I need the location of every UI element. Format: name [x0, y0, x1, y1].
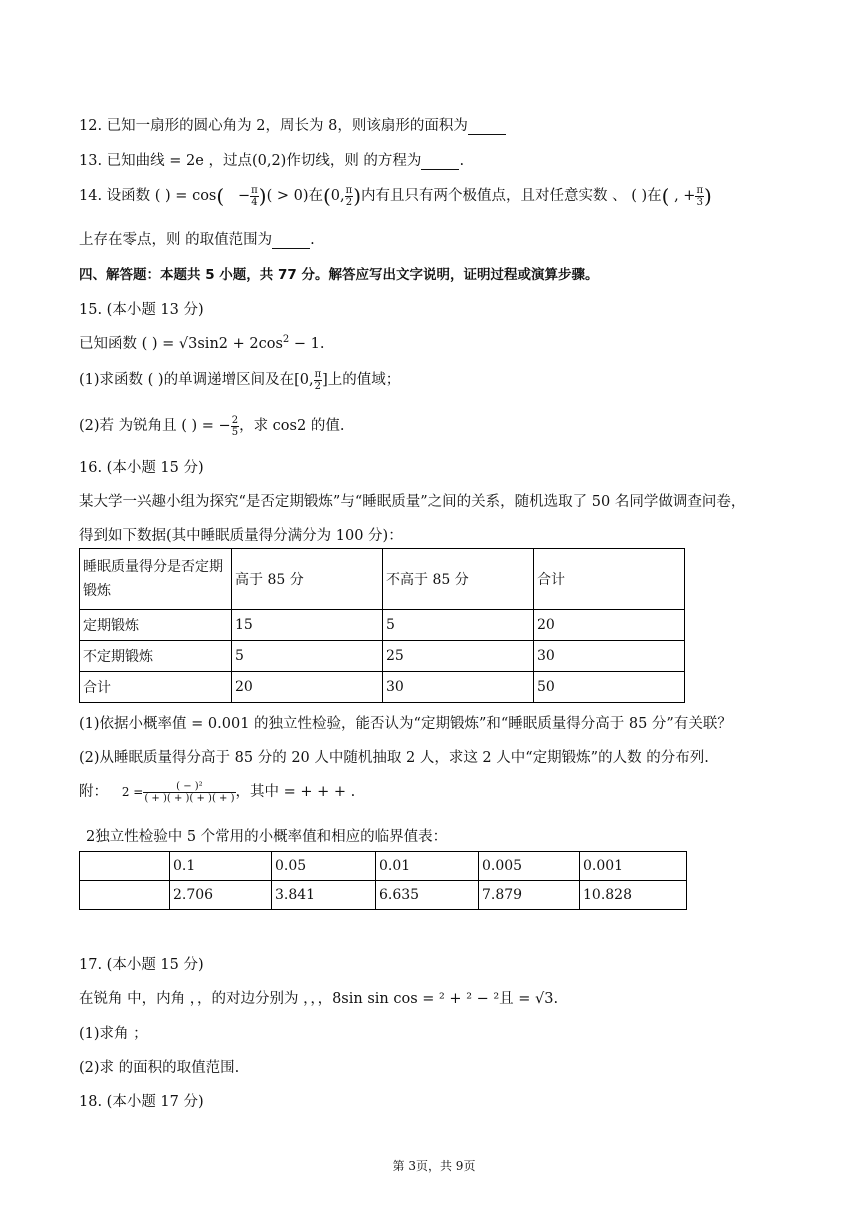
- page-footer: 第 3页，共 9页: [392, 1159, 476, 1173]
- q17-head: 17. (本小题 15 分): [79, 957, 204, 973]
- table-cell: 30: [383, 672, 534, 703]
- q16-part2: (2)从睡眠质量得分高于 85 分的 20 人中随机抽取 2 人，求这 2 人中“定期锻炼”的人数 的分布列.: [79, 750, 709, 766]
- paren-left: (: [661, 184, 670, 208]
- table-cell: 定期锻炼: [80, 610, 232, 641]
- q14-text-e: 内有且只有两个极值点，且对任意实数 、 ( )在: [361, 188, 662, 204]
- paren-right: ): [353, 184, 362, 208]
- q12-answer-blank: [468, 118, 506, 135]
- q13-answer-blank: [421, 153, 459, 170]
- table-cell: 7.879: [479, 881, 580, 910]
- q17-part2: (2)求 的面积的取值范围.: [79, 1060, 240, 1076]
- paren-right: ): [258, 184, 267, 208]
- table-cell: 50: [534, 672, 685, 703]
- q14-text-f: , +: [669, 188, 696, 204]
- q13-end: .: [459, 153, 465, 169]
- table-row: [80, 672, 685, 703]
- table-cell: 不高于 85 分: [383, 549, 534, 610]
- paren-left: (: [322, 184, 331, 208]
- table-cell: 0.05: [272, 852, 376, 881]
- q16-head: 16. (本小题 15 分): [79, 460, 204, 476]
- critical-value-table: [79, 851, 687, 910]
- survey-table: [79, 548, 685, 703]
- table-cell: 0.005: [479, 852, 580, 881]
- table-cell: 20: [232, 672, 383, 703]
- chi-square-eq: 2 =: [121, 785, 144, 799]
- q14-line2: 上存在零点，则 的取值范围为: [79, 232, 273, 248]
- q15-square: 2: [282, 334, 290, 346]
- table-cell: 20: [534, 610, 685, 641]
- table-cell: 睡眠质量得分是否定期锻炼: [80, 549, 232, 610]
- q16-stem-1: 某大学一兴趣小组为探究“是否定期锻炼”与“睡眠质量”之间的关系，随机选取了 50 名同学做调查问卷，: [79, 494, 746, 510]
- q17-part1: (1)求角 ；: [79, 1026, 148, 1042]
- q14-text-a: 14. 设函数 ( ) = cos: [79, 188, 217, 204]
- q15-p1-text-b: ]上的值域；: [322, 372, 401, 388]
- q15-stem-end: − 1.: [289, 336, 325, 352]
- table-cell: [80, 881, 170, 910]
- paren-right: ): [704, 184, 712, 208]
- chi-square-frac: $\frac{\text{( − )²}}{( + )( + )( + )( + )}$: [144, 780, 235, 804]
- table-cell: 10.828: [580, 881, 687, 910]
- appendix-label: 附：: [79, 784, 108, 800]
- q18-head: 18. (本小题 17 分): [79, 1094, 204, 1110]
- table-cell: 0.1: [170, 852, 272, 881]
- q12-text: 12. 已知一扇形的圆心角为 2，周长为 8，则该扇形的面积为: [79, 118, 468, 134]
- table-cell: 6.635: [376, 881, 479, 910]
- formula-where: ，其中 = + + + .: [235, 784, 356, 800]
- q14-frac-pi-3: $\frac{\pi}{3}$: [696, 184, 704, 208]
- q17-stem: 在锐角 中，内角 ，，的对边分别为 ，，，8sin sin cos = ² + ² − ²且 = √3.: [79, 991, 559, 1007]
- table-cell: 0.01: [376, 852, 479, 881]
- q14-text-d: 0,: [330, 188, 345, 204]
- table-row: [80, 881, 687, 910]
- q14-frac-pi-4: $\frac{\pi}{4}$: [251, 184, 258, 208]
- table-cell: 5: [383, 610, 534, 641]
- q13-text: 13. 已知曲线 = 2e ，过点(0,2)作切线，则 的方程为: [79, 153, 422, 169]
- q14-minus: −: [238, 188, 251, 204]
- table-cell: [80, 852, 170, 881]
- table-cell: 3.841: [272, 881, 376, 910]
- table-cell: 合计: [534, 549, 685, 610]
- table-cell: 不定期锻炼: [80, 641, 232, 672]
- q15-stem: [79, 332, 324, 353]
- q15-part1: [79, 368, 400, 392]
- q14-frac-pi-2: $\frac{\pi}{2}$: [345, 184, 353, 208]
- table-cell: 25: [383, 641, 534, 672]
- q16-note: 2独立性检验中 5 个常用的小概率值和相应的临界值表：: [86, 829, 448, 845]
- table-cell: 合计: [80, 672, 232, 703]
- q15-p1-text-a: (1)求函数 ( )的单调递增区间及在[0,: [79, 372, 314, 388]
- q14-line2-end: .: [310, 232, 315, 248]
- table-cell: 2.706: [170, 881, 272, 910]
- table-row: [80, 549, 685, 610]
- table-row: [80, 610, 685, 641]
- table-cell: 30: [534, 641, 685, 672]
- q15-head: 15. (本小题 13 分): [79, 302, 204, 318]
- q15-p2-text-b: ，求 cos2 的值.: [239, 418, 345, 434]
- q15-frac-2-5: $\frac{2}{5}$: [231, 414, 239, 438]
- q15-part2: [79, 414, 344, 438]
- q14-text-c: ( > 0)在: [266, 188, 323, 204]
- table-cell: 0.001: [580, 852, 687, 881]
- question-12: [79, 114, 506, 135]
- paren-left: (: [216, 184, 225, 208]
- question-14: [79, 184, 712, 208]
- question-13: [79, 149, 464, 170]
- q15-frac-pi-2: $\frac{\pi}{2}$: [314, 368, 322, 392]
- table-row: [80, 852, 687, 881]
- table-cell: 15: [232, 610, 383, 641]
- q16-formula: [79, 780, 355, 804]
- q14-answer-blank: [272, 232, 310, 249]
- table-cell: 高于 85 分: [232, 549, 383, 610]
- table-cell: 5: [232, 641, 383, 672]
- question-14-line2: [79, 228, 315, 249]
- q15-p2-text-a: (2)若 为锐角且 ( ) = −: [79, 418, 231, 434]
- table-row: [80, 641, 685, 672]
- q16-part1: (1)依据小概率值 = 0.001 的独立性检验，能否认为“定期锻炼”和“睡眠质量得分高于 85 分”有关联？: [79, 716, 732, 732]
- q15-stem-text: 已知函数 ( ) = √3sin2 + 2cos: [79, 336, 283, 352]
- q16-stem-2: 得到如下数据(其中睡眠质量得分满分为 100 分)：: [79, 528, 403, 544]
- section-heading: 四、解答题：本题共 5 小题，共 77 分。解答应写出文字说明，证明过程或演算步骤。: [79, 267, 599, 283]
